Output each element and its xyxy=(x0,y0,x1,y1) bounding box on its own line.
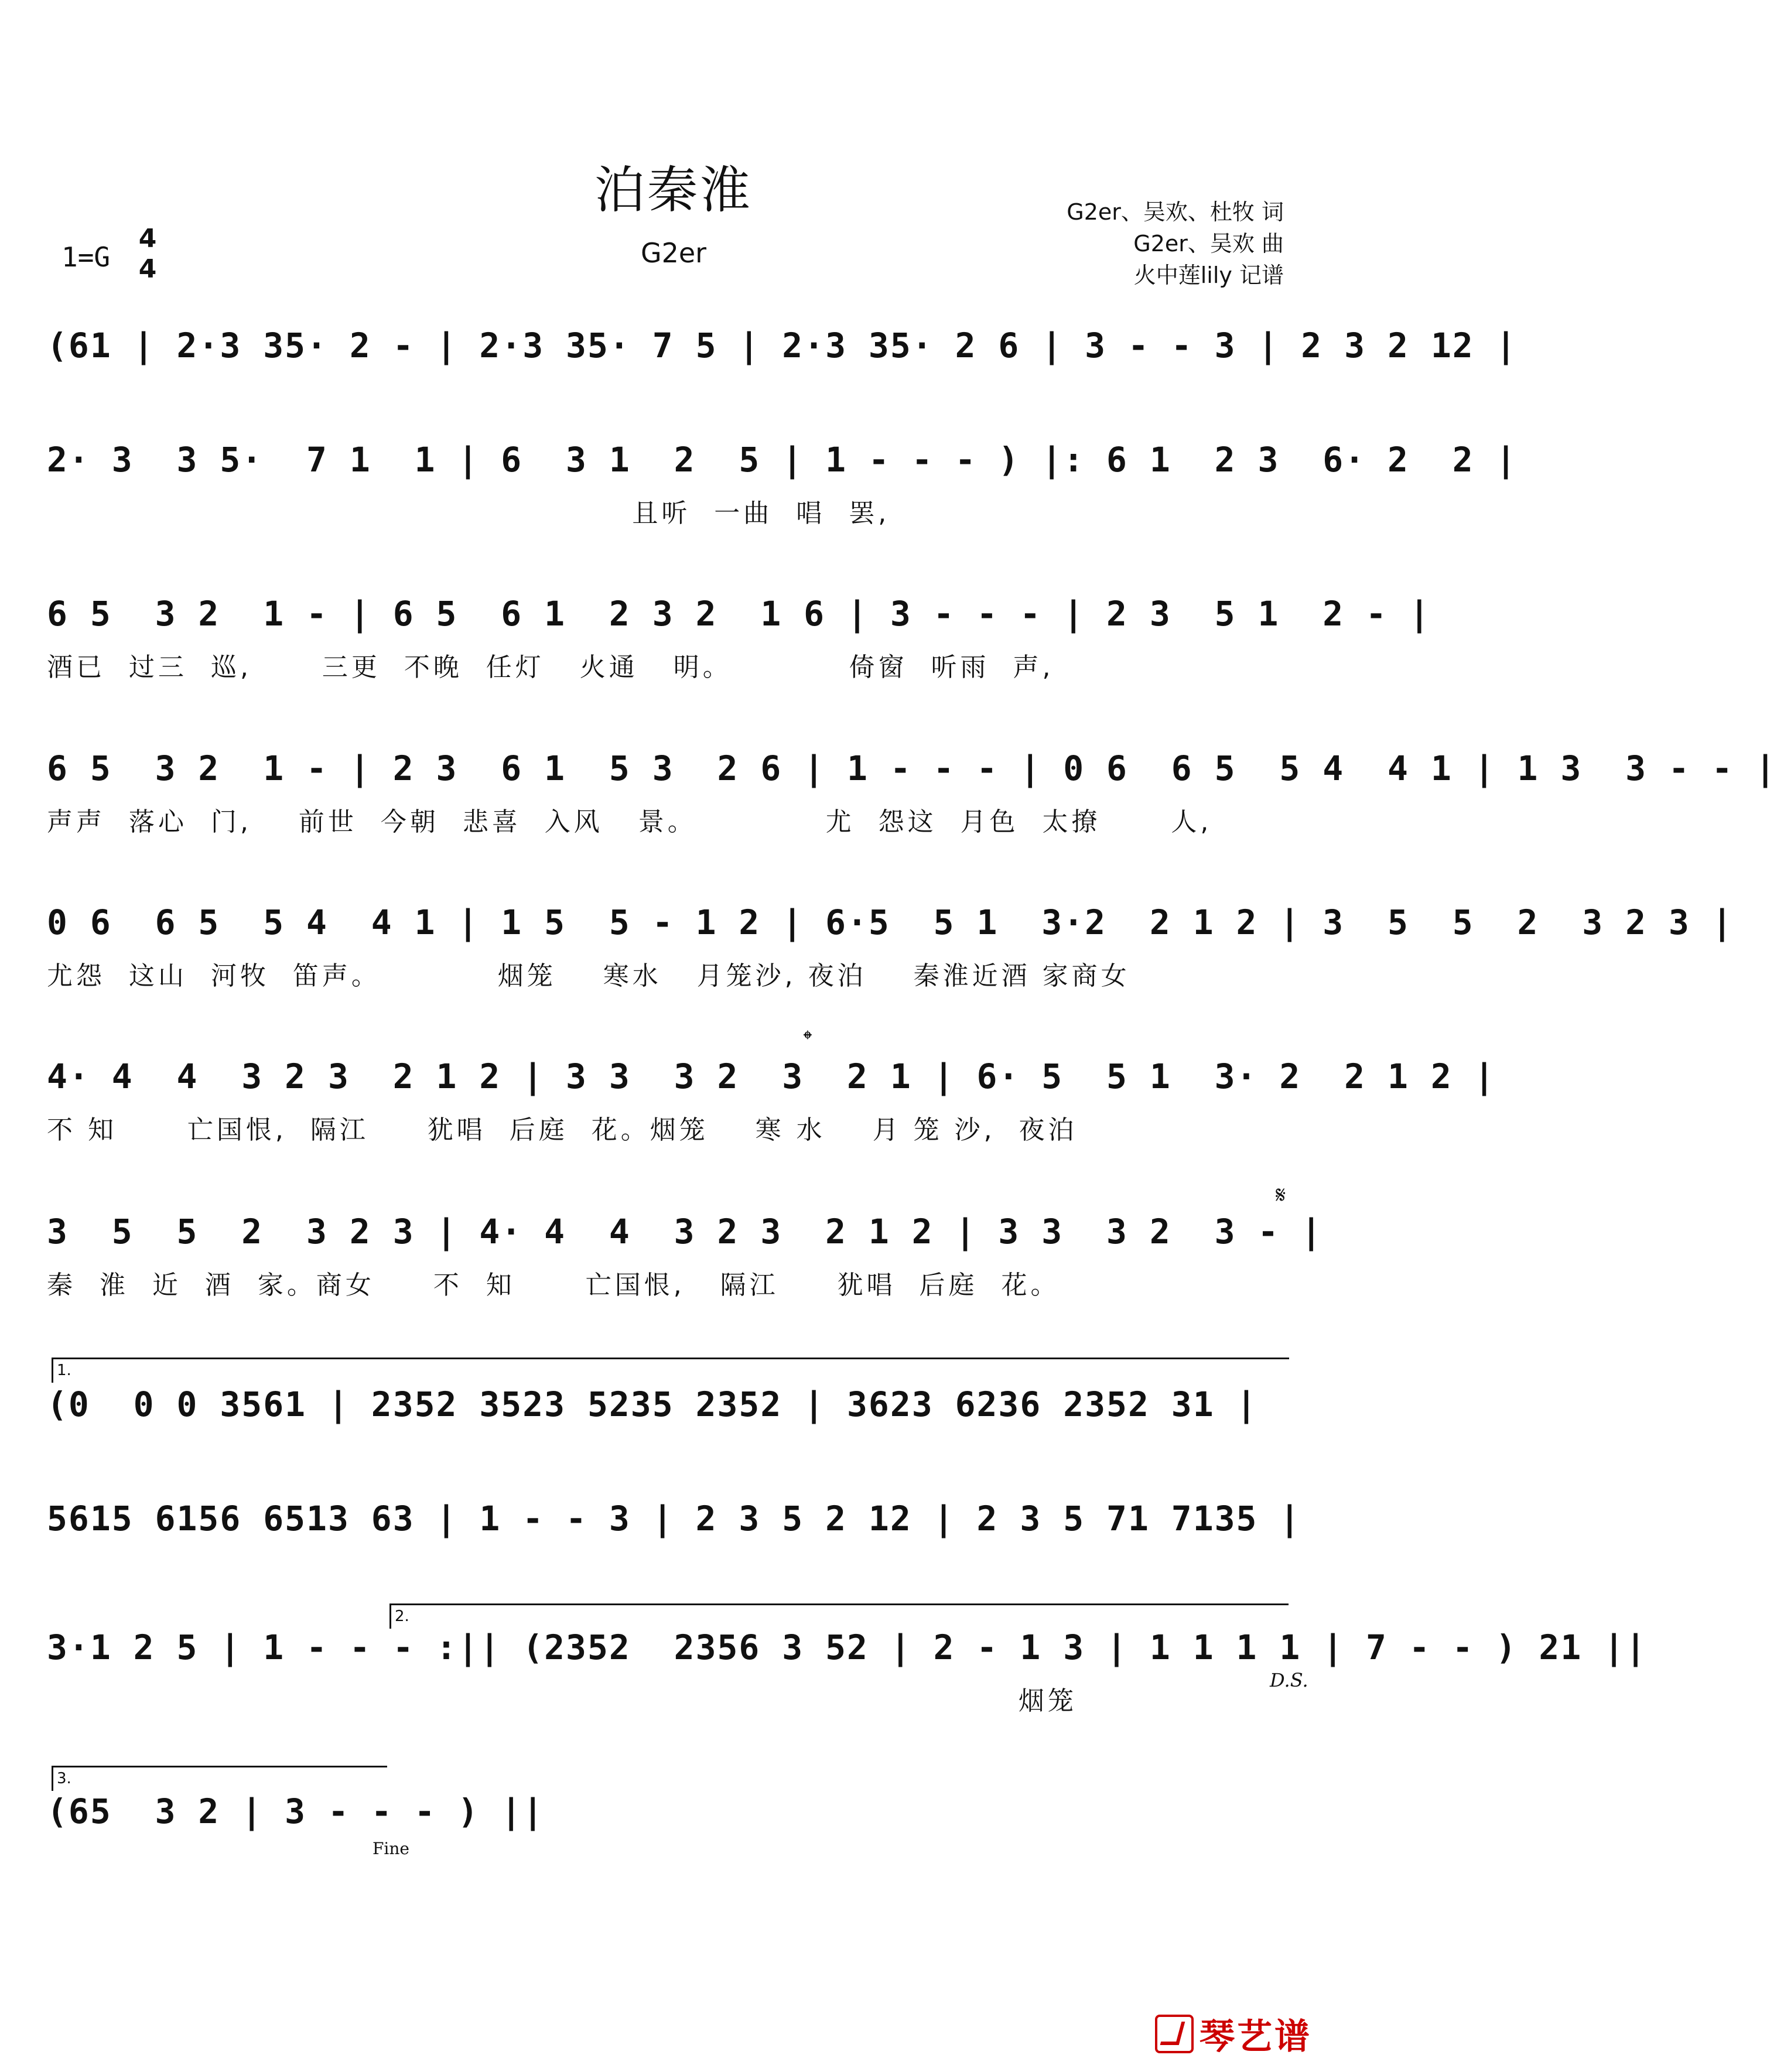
notation-line: (61 | 2·3 35· 2 - | 2·3 35· 7 5 | 2·3 35· 2 6 | 3 - - 3 | 2 3 2 12 | xyxy=(47,326,1518,365)
time-bottom: 4 xyxy=(138,254,157,284)
lyric-line: 烟笼 xyxy=(47,1686,1077,1716)
score-row xyxy=(47,1378,1294,1454)
time-top: 4 xyxy=(138,224,157,254)
score-row xyxy=(47,1785,1294,1861)
notation-line: 3 5 5 2 3 2 3 | 4· 4 4 3 2 3 2 1 2 | 3 3 3 2 3 - | xyxy=(47,1212,1323,1252)
volta-label: 1. xyxy=(57,1362,71,1379)
lyric-line: 且听 一曲 唱 罢, xyxy=(47,498,890,528)
notation-line: 0 6 6 5 5 4 4 1 | 1 5 5 - 1 2 | 6·5 5 1 3·2 2 1 2 | 3 5 5 2 3 2 3 | xyxy=(47,902,1734,942)
score-row xyxy=(47,1205,1323,1300)
notation-line: (65 3 2 | 3 - - - ) || xyxy=(47,1791,545,1831)
lyric-line: 声声 落心 门, 前世 今朝 悲喜 入风 景。 尤 怨这 月色 太撩 人, xyxy=(47,807,1212,837)
score-row xyxy=(47,1621,1648,1716)
time-signature xyxy=(136,224,159,285)
lyric-line: 尤怨 这山 河牧 笛声。 烟笼 寒水 月笼沙, 夜泊 秦淮近酒 家商女 xyxy=(47,961,1130,991)
composer: G2er、吴欢 曲 xyxy=(1133,231,1284,257)
score-row xyxy=(47,1492,1301,1568)
notation-line: 6 5 3 2 1 - | 2 3 6 1 5 3 2 6 | 1 - - - | 0 6 6 5 5 4 4 1 | 1 3 3 - - | xyxy=(47,748,1777,788)
singer: G2er xyxy=(640,237,707,269)
notation-line: 2· 3 3 5· 7 1 1 | 6 3 1 2 5 | 1 - - - ) |: 6 1 2 3 6· 2 2 | xyxy=(47,440,1518,480)
logo-icon xyxy=(1155,2015,1194,2053)
ds-marking: D.S. xyxy=(1270,1669,1308,1691)
site-logo xyxy=(1155,2009,1312,2059)
key-signature: 1=G xyxy=(61,241,111,273)
notation-line: 3·1 2 5 | 1 - - - :|| (2352 2356 3 52 | 2 - 1 3 | 1 1 1 1 | 7 - - ) 21 || xyxy=(47,1627,1648,1667)
score-row xyxy=(47,896,1734,991)
notation-line: 6 5 3 2 1 - | 6 5 6 1 2 3 2 1 6 | 3 - - - | 2 3 5 1 2 - | xyxy=(47,594,1431,634)
score-row xyxy=(47,433,1518,528)
score-row xyxy=(47,1050,1496,1145)
song-title: 泊秦淮 xyxy=(594,161,753,220)
notation-line: 4· 4 4 3 2 3 2 1 2 | 3 3 3 2 3 2 1 | 6· 5 5 1 3· 2 2 1 2 | xyxy=(47,1056,1496,1096)
score-row xyxy=(47,742,1777,837)
logo-text: 琴艺谱 xyxy=(1200,2016,1312,2057)
credits xyxy=(1067,196,1284,291)
volta-label: 3. xyxy=(57,1770,71,1787)
notation-line: (0 0 0 3561 | 2352 3523 5235 2352 | 3623 6236 2352 31 | xyxy=(47,1384,1258,1424)
score-row xyxy=(47,587,1431,682)
lyric-line: 秦 淮 近 酒 家。商女 不 知 亡国恨, 隔江 犹唱 后庭 花。 xyxy=(47,1270,1060,1300)
segno-icon: 𝄋 xyxy=(1276,1182,1286,1209)
lyric-line: 酒已 过三 巡, 三更 不晚 任灯 火通 明。 倚窗 听雨 声, xyxy=(47,652,1054,682)
lyric-line: 不 知 亡国恨, 隔江 犹唱 后庭 花。烟笼 寒 水 月 笼 沙, 夜泊 xyxy=(47,1115,1078,1145)
volta-label: 2. xyxy=(395,1608,409,1625)
notation-line: 5615 6156 6513 63 | 1 - - 3 | 2 3 5 2 12 | 2 3 5 71 7135 | xyxy=(47,1499,1301,1538)
fine-marking: Fine xyxy=(373,1839,409,1858)
coda-icon: 𝄌 xyxy=(804,1026,812,1053)
lyricist: G2er、吴欢、杜牧 词 xyxy=(1067,199,1284,225)
transcriber: 火中莲lily 记谱 xyxy=(1133,262,1284,288)
score-row xyxy=(47,319,1518,395)
